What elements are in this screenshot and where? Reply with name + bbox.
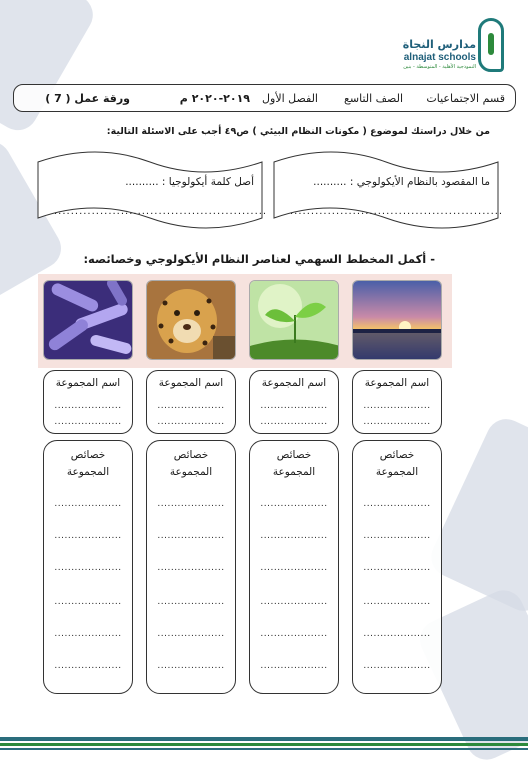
answer-line[interactable]: ....................: [363, 417, 431, 427]
answer-line[interactable]: ....................: [260, 401, 328, 411]
answer-line[interactable]: ....................: [157, 597, 225, 607]
plant-photo: [249, 280, 339, 360]
group-name-box-2[interactable]: [249, 370, 339, 434]
group-name-box-1[interactable]: [352, 370, 442, 434]
answer-line[interactable]: ....................: [54, 417, 122, 427]
answer-line[interactable]: ....................: [260, 661, 328, 671]
sunset-photo: [352, 280, 442, 360]
answer-line[interactable]: ...................................................: [54, 206, 268, 217]
answer-line[interactable]: ....................: [54, 629, 122, 639]
year-label: ٢٠١٩-٢٠٢٠ م: [179, 92, 250, 105]
answer-line[interactable]: ....................: [260, 597, 328, 607]
worksheet-label: ورقة عمل ( 7 ): [45, 92, 130, 105]
section-title: - أكمل المخطط السهمي لعناصر النظام الأيكولوجي وخصائصه:: [83, 252, 435, 266]
answer-line[interactable]: ....................: [54, 531, 122, 541]
logo-english-name: alnajat schools: [403, 52, 476, 63]
answer-line[interactable]: ....................: [260, 563, 328, 573]
answer-line[interactable]: ....................: [260, 417, 328, 427]
bacteria-photo: [43, 280, 133, 360]
group-name-label: اسم المجموعة: [364, 377, 430, 389]
question-box-ecology-origin[interactable]: [36, 148, 268, 230]
answer-line[interactable]: ....................: [363, 597, 431, 607]
features-label: خصائص المجموعة: [375, 449, 419, 478]
term-label: الفصل الأول: [262, 92, 318, 105]
footer-stripe: [0, 743, 528, 746]
group-name-label: اسم المجموعة: [158, 377, 224, 389]
answer-line[interactable]: ....................: [54, 597, 122, 607]
answer-line[interactable]: ....................: [54, 499, 122, 509]
group-name-box-3[interactable]: [146, 370, 236, 434]
question-label: أصل كلمة أيكولوجيا : ..........: [125, 176, 254, 188]
answer-line[interactable]: ....................: [157, 661, 225, 671]
instruction-text: من خلال دراستك لموضوع ( مكونات النظام البيئي ) ص٤٩ أجب على الاسئلة التالية:: [106, 126, 490, 137]
question-box-ecosystem-meaning[interactable]: [272, 148, 504, 230]
answer-line[interactable]: ....................: [260, 629, 328, 639]
answer-line[interactable]: ....................: [260, 531, 328, 541]
group-name-box-4[interactable]: [43, 370, 133, 434]
answer-line[interactable]: ....................: [363, 661, 431, 671]
footer-stripe: [0, 737, 528, 741]
group-features-box-4[interactable]: [43, 440, 133, 694]
features-label: خصائص المجموعة: [272, 449, 316, 478]
logo-subtitle: النموذجية الأهلية - المتوسطة - بنين: [403, 64, 476, 70]
logo-arabic-name: مدارس النجاة: [402, 38, 476, 51]
logo-icon: [478, 18, 504, 72]
answer-line[interactable]: ....................: [54, 661, 122, 671]
answer-line[interactable]: ....................: [157, 563, 225, 573]
answer-line[interactable]: ....................: [54, 563, 122, 573]
answer-line[interactable]: ....................: [54, 401, 122, 411]
features-label: خصائص المجموعة: [66, 449, 110, 478]
answer-line[interactable]: ....................: [363, 563, 431, 573]
answer-line[interactable]: ....................: [363, 531, 431, 541]
answer-line[interactable]: ....................: [363, 401, 431, 411]
leopard-photo: [146, 280, 236, 360]
group-features-box-2[interactable]: [249, 440, 339, 694]
group-name-label: اسم المجموعة: [261, 377, 327, 389]
department-label: قسم الاجتماعيات: [426, 92, 505, 105]
group-features-box-3[interactable]: [146, 440, 236, 694]
group-name-label: اسم المجموعة: [55, 377, 121, 389]
wavy-frame: [36, 148, 264, 230]
wavy-frame: [272, 148, 500, 230]
answer-line[interactable]: ....................: [157, 531, 225, 541]
question-label: ما المقصود بالنظام الأيكولوجي : ..........: [313, 176, 490, 188]
answer-line[interactable]: ...................................................: [290, 206, 504, 217]
header-bar: [13, 84, 516, 112]
answer-line[interactable]: ....................: [157, 401, 225, 411]
features-label: خصائص المجموعة: [169, 449, 213, 478]
answer-line[interactable]: ....................: [157, 629, 225, 639]
footer-stripe: [0, 748, 528, 750]
group-features-box-1[interactable]: [352, 440, 442, 694]
answer-line[interactable]: ....................: [157, 499, 225, 509]
grade-label: الصف التاسع: [344, 92, 403, 105]
answer-line[interactable]: ....................: [157, 417, 225, 427]
answer-line[interactable]: ....................: [260, 499, 328, 509]
watermark-shape-top-left: [0, 0, 100, 137]
answer-line[interactable]: ....................: [363, 499, 431, 509]
answer-line[interactable]: ....................: [363, 629, 431, 639]
